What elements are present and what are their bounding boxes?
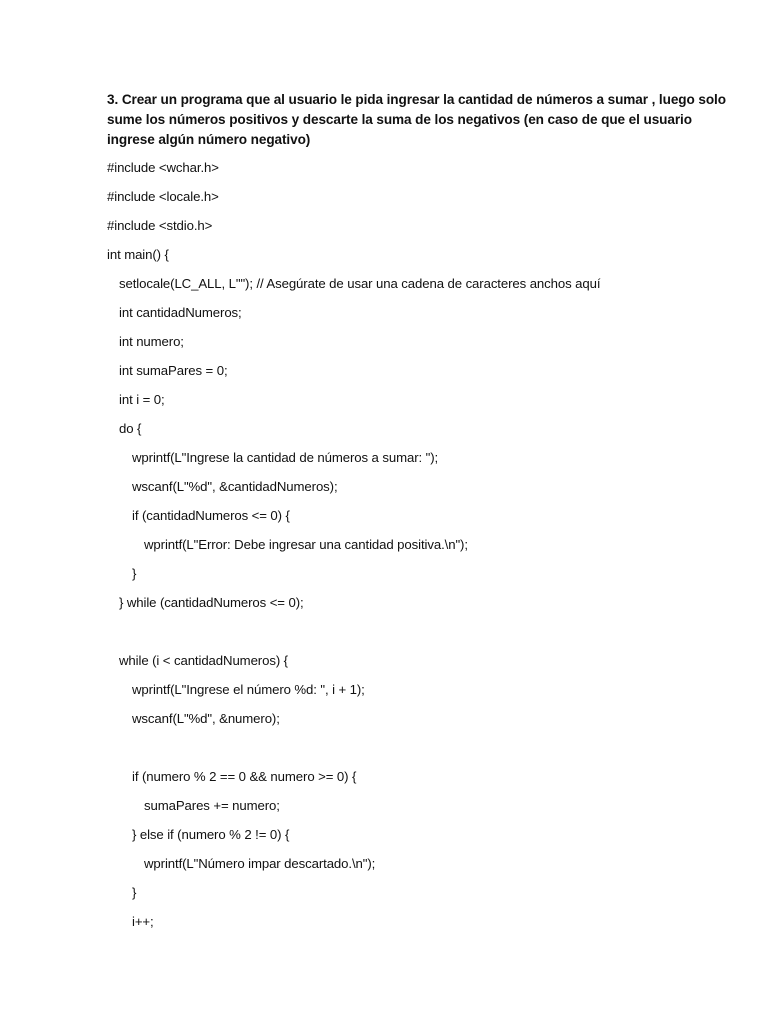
code-line-if-par: if (numero % 2 == 0 && numero >= 0) { bbox=[132, 769, 357, 784]
code-line-close-if: } bbox=[132, 566, 137, 581]
code-line-decl-i: int i = 0; bbox=[119, 392, 165, 407]
code-line-close-else: } bbox=[132, 885, 137, 900]
heading-line: ingrese algún número negativo) bbox=[107, 132, 311, 147]
code-line-scan-cantidad: wscanf(L"%d", &cantidadNumeros); bbox=[132, 479, 338, 494]
code-line-do: do { bbox=[119, 421, 142, 436]
code-line-include-stdio: #include <stdio.h> bbox=[107, 218, 213, 233]
code-line-prompt-cantidad: wprintf(L"Ingrese la cantidad de números a sumar: "); bbox=[132, 450, 439, 465]
code-line-decl-suma: int sumaPares = 0; bbox=[119, 363, 228, 378]
exercise-heading bbox=[107, 90, 726, 150]
code-line-if-cantidad: if (cantidadNumeros <= 0) { bbox=[132, 508, 290, 523]
code-line-decl-cantidad: int cantidadNumeros; bbox=[119, 305, 242, 320]
code-line-scan-numero: wscanf(L"%d", &numero); bbox=[132, 711, 280, 726]
heading-line: 3. Crear un programa que al usuario le pida ingresar la cantidad de números a sumar , luego solo bbox=[107, 92, 726, 107]
code-line-else-if: } else if (numero % 2 != 0) { bbox=[132, 827, 290, 842]
code-line-decl-numero: int numero; bbox=[119, 334, 184, 349]
code-line-impar-msg: wprintf(L"Número impar descartado.\n"); bbox=[144, 856, 376, 871]
code-line-suma: sumaPares += numero; bbox=[144, 798, 280, 813]
code-line-include-locale: #include <locale.h> bbox=[107, 189, 219, 204]
code-line-error-msg: wprintf(L"Error: Debe ingresar una cantidad positiva.\n"); bbox=[144, 537, 468, 552]
code-line-increment: i++; bbox=[132, 914, 154, 929]
code-line-include-wchar: #include <wchar.h> bbox=[107, 160, 219, 175]
code-line-setlocale: setlocale(LC_ALL, L""); // Asegúrate de usar una cadena de caracteres anchos aquí bbox=[119, 276, 601, 291]
code-line-prompt-numero: wprintf(L"Ingrese el número %d: ", i + 1); bbox=[132, 682, 365, 697]
code-line-while: while (i < cantidadNumeros) { bbox=[119, 653, 288, 668]
heading-line: sume los números positivos y descarte la suma de los negativos (en caso de que el usuario bbox=[107, 112, 692, 127]
code-line-do-while: } while (cantidadNumeros <= 0); bbox=[119, 595, 304, 610]
code-line-main: int main() { bbox=[107, 247, 169, 262]
